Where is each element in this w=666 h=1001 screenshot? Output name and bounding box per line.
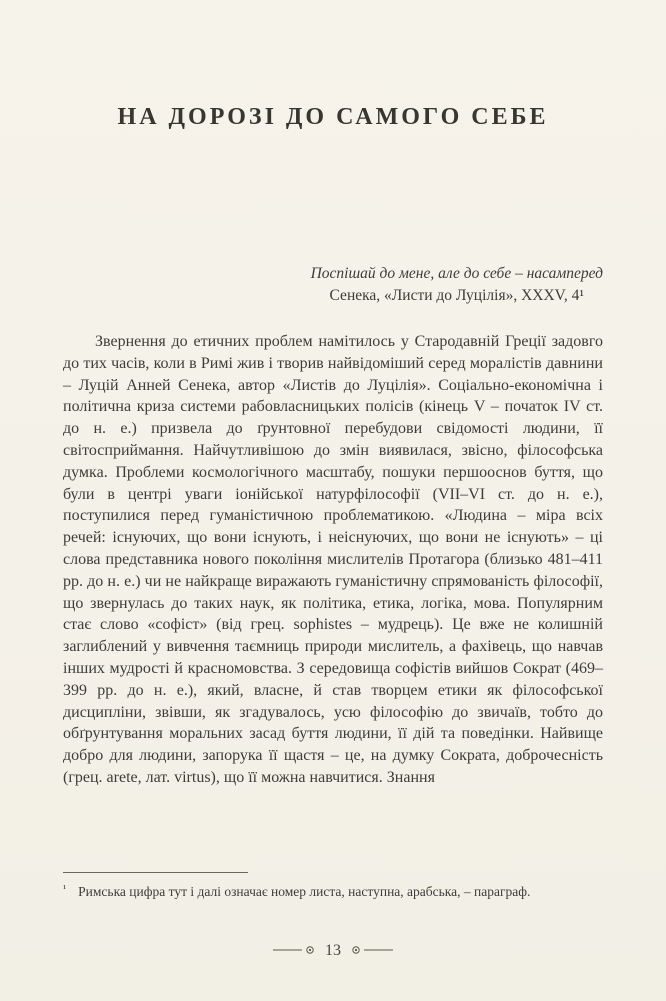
footnote-text: Римська цифра тут і далі означає номер листа, наступна, арабська, – параграф. <box>78 884 531 899</box>
epigraph-attribution: Сенека, «Листи до Луцілія», XXXV, 4¹ <box>329 287 585 304</box>
footnote-marker: ¹ <box>63 884 67 895</box>
footer-ornament-right-icon <box>350 944 394 956</box>
footnote-divider <box>63 872 248 873</box>
page-footer <box>0 942 666 960</box>
footnote <box>63 882 603 903</box>
body-paragraph: Звернення до етичних проблем намітилось у Стародавній Греції задовго до тих часів, коли в Римі жив і творив найвідоміший серед моралістів давнини – Луцій Анней Сенека, автор «Листів до Луцілія». Соціально-економічна і політична криза системи рабовласницьких полісів (кінець V – початок IV ст. до н. е.) призвела до ґрунтовної перебудови свідомості людини, її світосприймання. Найчутливішою до змін виявилася, звісно, філософська думка. Проблеми космологічного масштабу, пошуки першооснов буття, що були в центрі уваги іонійської натурфілософії (VII–VI ст. до н. е.), поступилися перед гуманістичною проблематикою. «Людина – міра всіх речей: існуючих, що вони існують, і неіснуючих, що вони не існують» – ці слова представника нового покоління мислителів Протагора (близько 481–411 рр. до н. е.) чи не найкраще виражають гуманістичну спрямованість філософії, що звернулась до таких наук, як політика, етика, логіка, мова. Популярним стає слово «софіст» (від грец. sophistes – мудрець). Це вже не колишній заглиблений у вивчення таємниць природи мислитель, а фахівець, що навчав інших мудрості й красномовства. З середовища софістів вийшов Сократ (469–399 рр. до н. е.), який, власне, й став творцем етики як філософської дисципліни, звівши, як згадувалось, усю філософію до звичаїв, тобто до обґрунтування моральних засад буття людини, її дій та поведінки. Найвище добро для людини, запорука її щастя – це, на думку Сократа, доброчесність (грец. arete, лат. virtus), що її можна навчитися. Знання <box>63 333 603 786</box>
page-number: 13 <box>325 942 341 960</box>
epigraph-block <box>311 263 603 307</box>
epigraph <box>311 263 603 307</box>
footer-ornament-left-icon <box>272 944 316 956</box>
epigraph-quote: Поспішай до мене, але до себе – насамперед <box>310 265 603 282</box>
chapter-title: НА ДОРОЗІ ДО САМОГО СЕБЕ <box>117 104 549 130</box>
